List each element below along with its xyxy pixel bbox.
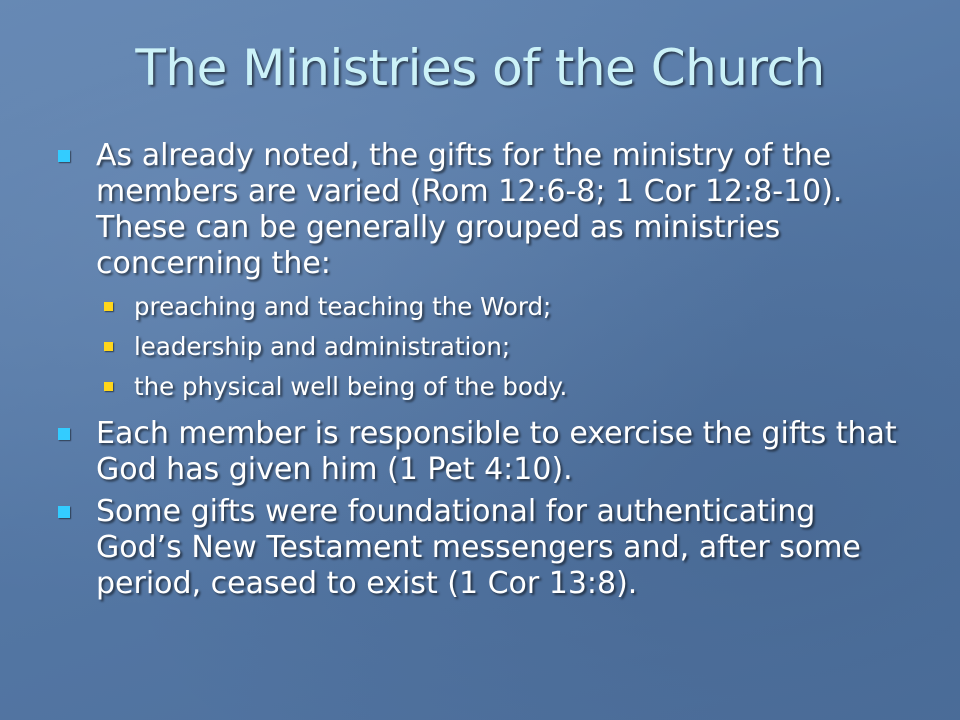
square-bullet-icon [104, 382, 113, 391]
sub-bullet-text: the physical well being of the body. [134, 372, 568, 401]
square-bullet-icon [104, 342, 113, 351]
bullet-point-1 [58, 138, 908, 282]
square-bullet-icon [104, 302, 113, 311]
sub-bullet-text: preaching and teaching the Word; [134, 292, 552, 321]
bullet-point-text: As already noted, the gifts for the ministry of the members are varied (Rom 12:6-8; 1 Cor 12:8-10). These can be generally grouped as ministries concerning the: [96, 138, 843, 281]
square-bullet-icon [58, 150, 70, 162]
bullet-point-3 [58, 494, 908, 602]
square-bullet-icon [58, 506, 70, 518]
sub-bullet-text: leadership and administration; [134, 332, 511, 361]
bullet-list [58, 138, 908, 608]
sub-bullet-point-1 [104, 292, 908, 322]
bullet-point-text: Each member is responsible to exercise the gifts that God has given him (1 Pet 4:10). [96, 416, 897, 487]
bullet-point-2 [58, 416, 908, 488]
sub-bullet-point-2 [104, 332, 908, 362]
slide-title: The Ministries of the Church [135, 39, 825, 97]
square-bullet-icon [58, 428, 70, 440]
bullet-point-text: Some gifts were foundational for authenticating God’s New Testament messengers and, after some period, ceased to exist (1 Cor 13:8). [96, 494, 861, 601]
sub-bullet-point-3 [104, 372, 908, 402]
